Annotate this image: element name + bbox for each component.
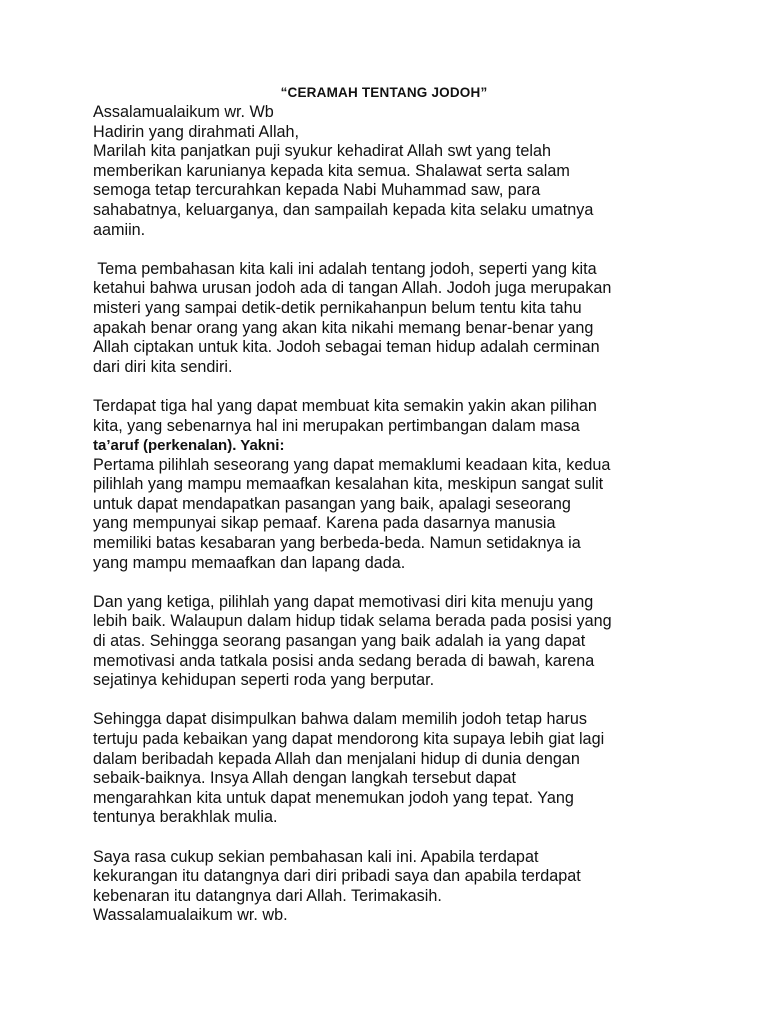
paragraph-line: kebenaran itu datangnya dari Allah. Terimakasih. (93, 886, 442, 905)
paragraph-line: sebaik-baiknya. Insya Allah dengan langkah tersebut dapat (93, 769, 516, 788)
paragraph-line: semoga tetap tercurahkan kepada Nabi Muhammad saw, para (93, 181, 541, 200)
paragraph-line: tertuju pada kebaikan yang dapat mendorong kita supaya lebih giat lagi (93, 730, 605, 748)
paragraph-gap (93, 691, 683, 711)
paragraph-line: Dan yang ketiga, pilihlah yang dapat memotivasi diri kita menuju yang (93, 592, 594, 611)
paragraph-gap (93, 573, 683, 593)
paragraph-line: yang mempunyai sikap pemaaf. Karena pada dasarnya manusia (93, 514, 556, 533)
paragraph-gap (93, 240, 683, 260)
paragraph-line: memotivasi anda tatkala posisi anda sedang berada di bawah, karena (93, 651, 595, 670)
paragraph-gap (93, 828, 683, 848)
paragraph-line: sahabatnya, keluarganya, dan sampailah kepada kita selaku umatnya (93, 200, 594, 219)
paragraph-line: Tema pembahasan kita kali ini adalah tentang jodoh, seperti yang kita (93, 259, 597, 278)
paragraph-line: memiliki batas kesabaran yang berbeda-beda. Namun setidaknya ia (93, 534, 581, 553)
paragraph-line: aamiin. (93, 220, 146, 239)
paragraph-line: memberikan karunianya kepada kita semua. Shalawat serta salam (93, 161, 570, 180)
paragraph-line: kekurangan itu datangnya dari diri pribadi saya dan apabila terdapat (93, 867, 581, 886)
paragraph-line: di atas. Sehingga seorang pasangan yang baik adalah ia yang dapat (93, 632, 586, 651)
greeting-line: Assalamualaikum wr. Wb (93, 103, 274, 121)
paragraph-line: yang mampu memaafkan dan lapang dada. (93, 553, 406, 572)
document-body (93, 103, 683, 926)
taaruf-term: ta’aruf (perkenalan) (93, 437, 233, 455)
paragraph-line: ketahui bahwa urusan jodoh ada di tangan Allah. Jodoh juga merupakan (93, 279, 612, 298)
paragraph-line: dari diri kita sendiri. (93, 357, 233, 376)
paragraph-line: dalam beribadah kepada Allah dan menjalani hidup di dunia dengan (93, 749, 580, 768)
paragraph-line: pilihlah yang mampu memaafkan kesalahan kita, meskipun sangat sulit (93, 475, 604, 494)
paragraph-line: untuk dapat mendapatkan pasangan yang baik, apalagi seseorang (93, 494, 571, 513)
paragraph-line: kita, yang sebenarnya hal ini merupakan pertimbangan dalam masa (93, 416, 580, 435)
document-title: “CERAMAH TENTANG JODOH” (280, 85, 488, 100)
paragraph-line: apakah benar orang yang akan kita nikahi memang benar-benar yang (93, 318, 594, 337)
paragraph-line: Saya rasa cukup sekian pembahasan kali ini. Apabila terdapat (93, 847, 539, 866)
paragraph-line: Sehingga dapat disimpulkan bahwa dalam memilih jodoh tetap harus (93, 710, 588, 729)
paragraph-line: Terdapat tiga hal yang dapat membuat kita semakin yakin akan pilihan (93, 396, 597, 415)
paragraph-line: lebih baik. Walaupun dalam hidup tidak selama berada pada posisi yang (93, 612, 612, 631)
paragraph-line: tentunya berakhlak mulia. (93, 808, 278, 827)
paragraph-line: misteri yang sampai detik-detik pernikahanpun belum tentu kita tahu (93, 298, 582, 317)
greeting-line: Hadirin yang dirahmati Allah, (93, 122, 300, 141)
paragraph-line: sejatinya kehidupan seperti roda yang berputar. (93, 671, 435, 690)
taaruf-line (93, 436, 683, 456)
closing-line: Wassalamualaikum wr. wb. (93, 906, 288, 925)
paragraph-line: Pertama pilihlah seseorang yang dapat memaklumi keadaan kita, kedua (93, 455, 611, 474)
paragraph-gap (93, 377, 683, 397)
paragraph-line: mengarahkan kita untuk dapat menemukan jodoh yang tepat. Yang (93, 788, 574, 807)
paragraph-line: Allah ciptakan untuk kita. Jodoh sebagai teman hidup adalah cerminan (93, 338, 600, 357)
paragraph-line: Marilah kita panjatkan puji syukur kehadirat Allah swt yang telah (93, 142, 551, 161)
taaruf-rest: . Yakni: (232, 437, 285, 455)
